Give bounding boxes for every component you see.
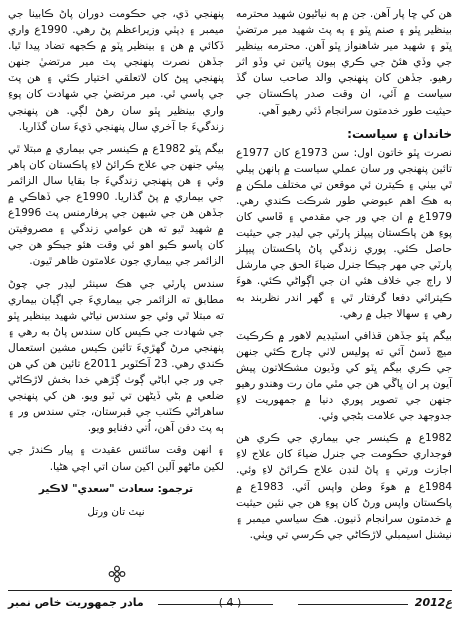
right-paragraph-1: هن کي ڇا پار آهن. جن ۾ ٻه نياڻيون شهيد محترمه بينظير ڀٽو ۽ صنم ڀٽو ۽ ٻه پٽ شهيد مير مرتضيٰ ڀٽو ۽ شهيد مير شاهنواز ڀٽو آهن. محترمه بينظير جي وڏي هئڻ جي ڪري ٻيون ڀاتين تي وڏو اثر رهيو. جڏهن کان پنهنجي والد صاحب سان گڏ سياست ۾ آئي، ان وقت صدر پاڪستان جي حيثيت طور خدمتون سرانجام ڏئي رهيو آهي. bbox=[236, 8, 452, 117]
left-column bbox=[8, 6, 224, 527]
translator-credit: ترجمو: سعادت "سعدي" لاڪير bbox=[38, 482, 194, 495]
right-column bbox=[236, 6, 452, 549]
left-paragraph-3: سندس پارٽي جي هڪ سينئر ليڊر جي چوڻ مطابق ته الزائمر جي بيماريءَ جي اڳيان بيماري ته مبتلا ٿي وئي جو سندس نياڻي شهيد بينظير ڀٽو جي شهادت جي ڪيس کان سندس پاڻ به رهي ۽ پنهنجي مرڻ گهڙيءَ تائين ڪيس مشين استعمال ڪندي رهي. 23 آڪٽوبر 2011ع تائين هن کي هن جي ور جي اباڻي ڳوٺ ڳڙهي خدا بخش لاڙڪاڻي ضلعي ۾ بڻي ڏيڻهن تي ٽيو ويو. هن کي پنهنجي ساهراڻي ڪٽنب جي قبرستان، جتي سندس ور ۽ ٻه پٽ دفن آهن، اُتي دفنايو ويو. bbox=[8, 277, 224, 435]
flower-ornament-icon bbox=[108, 565, 126, 583]
left-paragraph-4: ۽ انهن وقت سائنس عقيدت ۽ پيار ڪندڙ جي لکين ماڻهو آلين اکين سان اتي اچي هڻيا. bbox=[8, 444, 224, 473]
right-paragraph-3: بيگم ڀٽو جڏهن قذافي اسٽيڊيم لاهور ۾ ڪرڪيٽ ميچ ڏسڻ آئي ته پوليس لاٺي چارج ڪئي جنهن جي ڪري بيگم ڀٽو کي وڏيون مشڪلاتون پيش آيون پر ان ڀاڱي هن جي مٿي مان رت وهندو رهيو جنهن جي تصوير پوري دنيا ۾ جمهوريت لاءِ جدوجهد جي علامت بڻجي وئي. bbox=[236, 329, 452, 423]
section-heading: خاندان ۽ سياست: bbox=[347, 126, 452, 141]
left-paragraph-2: بيگم ڀٽو 1982ع ۾ ڪينسر جي بيماري ۾ مبتلا ٿي پيئي جنهن جي علاج ڪرائڻ لاءِ پاڪستان کان ٻاهر وئي ۽ هن پنهنجي زندگيءَ جا بقايا سال الزائمر جي بيماري ۾ پڻ گذاريا. 1990ع جي ڏهاڪي ۾ جڏهن هن جي شيهن جي پرفارمنس پٽ 1996ع ۾ شهيد ٿيو ته هن عوامي زندگي ۽ مصروفيتن کان پاسو ڪيو اهو ئي وقت هئو جيڪو هن جي الزائمر جي بيماري جون علامتون ظاهر ٿيون. bbox=[8, 142, 224, 268]
footer-year: 2012ع bbox=[414, 596, 452, 609]
right-paragraph-2: نصرت ڀٽو خاتون اول: سن 1973ع کان 1977ع تائين پنهنجي ور سان عملي سياست ۾ ٻانهن ٻيلي ٿي بيٺي ۽ ڪيترن ئي موقعن تي مختلف ملڪن ۾ به هڪ اهم عيوضي طور شرڪت ڪندي رهي. 1979ع ۾ ان جي ور جي مقدمي ۽ ڦاسي کان پوءِ هن پاڪستان پيپلز پارٽي جي ليڊر جي حيثيت حاصل ڪئي. پوري زندگي پاڻ پاڪستان پيپلز پارٽي جي مهر ڄيڪا جنرل ضياءَ الحق جي مارشل لا راڄ جي خلاف هئي ان جي اڳواڻي ڪئي. هوءَ ڪيترائي دفعا گرفتار ٿي ۽ گهر اندر نظربند به رهي ۽ سهالا جيل ۾ رهي. bbox=[236, 146, 453, 320]
footer-rule-left bbox=[158, 604, 273, 605]
issue-title: مادر جمهوريت خاص نمبر bbox=[8, 596, 144, 609]
left-paragraph-1: پنهنجي ڌي، جي حڪومت دوران پاڻ ڪابينا جي ميمبر ۽ ڊپٽي وزيراعظم پڻ رهي. 1990ع واري ڏکائي ۾ هن ۽ بينظير ڀٽو ۾ ڪجهه تضاد پيدا ٿيا. جڏهن نصرت پنهنجي پٽ مير مرتضيٰ جنهن پنهنجي ڀيڻ کان لاتعلقي اختيار ڪئي ۽ هن پٽ جي پاسي ٿي. مير مرتضيٰ جي شهادت کان پوءِ واري بينظير ڀٽو سان رهڻ لڳي. هن پنهنجي زندگيءَ جا آخري سال پنهنجي ڌيءَ سان گڏاريا. bbox=[8, 8, 224, 133]
page-footer bbox=[8, 596, 452, 616]
right-paragraph-4: 1982ع ۾ ڪينسر جي بيماري جي ڪري هن فوجداري حڪومت جي جنرل ضياءَ کان علاج لاءِ اجازت ورتي ۽ پاڻ لنڊن علاج ڪرائڻ لاءِ وئي. 1984ع ۾ هوءَ وطن واپس آئي. 1983ع ۾ پاڪستان واپس ورڻ کان پوءِ هن جي نئين حيثيت ۾ خدمتون سرانجام ڏنيون. هڪ سياسي ميمبر ۽ نيشنل اسيمبلي لاڙڪاڻي جي ڪرسي تي ويٺي. bbox=[236, 432, 452, 541]
footer-divider bbox=[8, 590, 452, 591]
page-number: ( 4 ) bbox=[218, 596, 242, 609]
source-credit: نيٽ تان ورتل bbox=[87, 505, 145, 518]
